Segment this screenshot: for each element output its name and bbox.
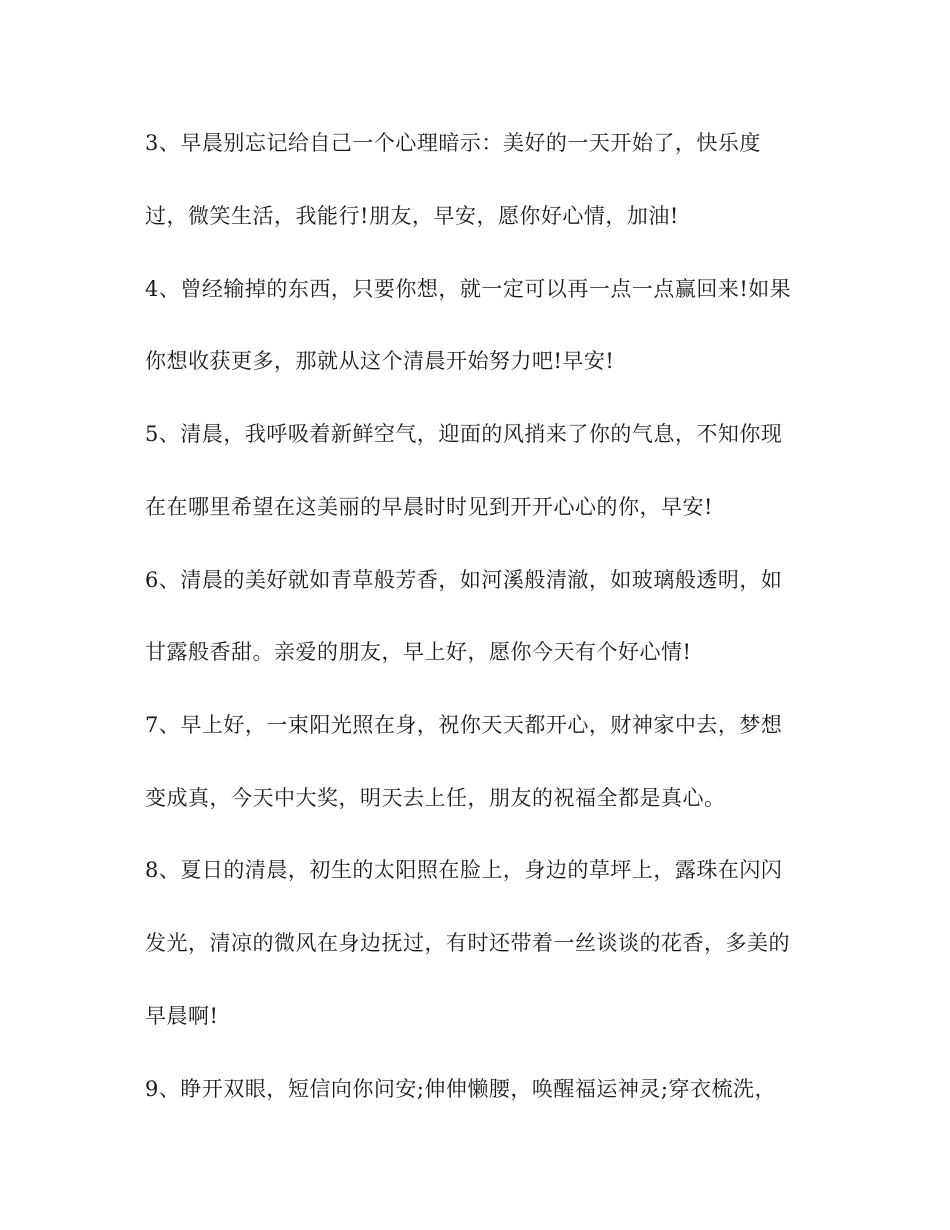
text-line: 8、夏日的清晨，初生的太阳照在脸上，身边的草坪上，露珠在闪闪	[145, 858, 783, 882]
text-line: 在在哪里希望在这美丽的早晨时时见到开开心心的你，早安!	[145, 495, 713, 519]
text-line: 过，微笑生活，我能行!朋友，早安，愿你好心情，加油!	[145, 204, 679, 228]
text-line: 你想收获更多，那就从这个清晨开始努力吧!早安!	[145, 349, 615, 373]
text-line: 3、早晨别忘记给自己一个心理暗示：美好的一天开始了，快乐度	[145, 131, 761, 155]
text-line: 7、早上好，一束阳光照在身，祝你天天都开心，财神家中去，梦想	[145, 713, 783, 737]
text-line: 9、睁开双眼，短信向你问安;伸伸懒腰，唤醒福运神灵;穿衣梳洗，	[145, 1077, 777, 1101]
text-line: 变成真，今天中大奖，明天去上任，朋友的祝福全都是真心。	[145, 786, 726, 810]
text-line: 4、曾经输掉的东西，只要你想，就一定可以再一点一点赢回来!如果	[145, 277, 792, 301]
text-line: 早晨啊!	[145, 1004, 219, 1028]
text-line: 5、清晨，我呼吸着新鲜空气，迎面的风捎来了你的气息，不知你现	[145, 422, 783, 446]
text-line: 发光，清凉的微风在身边抚过，有时还带着一丝谈谈的花香，多美的	[145, 931, 790, 955]
text-line: 6、清晨的美好就如青草般芳香，如河溪般清澈，如玻璃般透明，如	[145, 568, 783, 592]
text-line: 甘露般香甜。亲爱的朋友，早上好，愿你今天有个好心情!	[145, 640, 692, 664]
